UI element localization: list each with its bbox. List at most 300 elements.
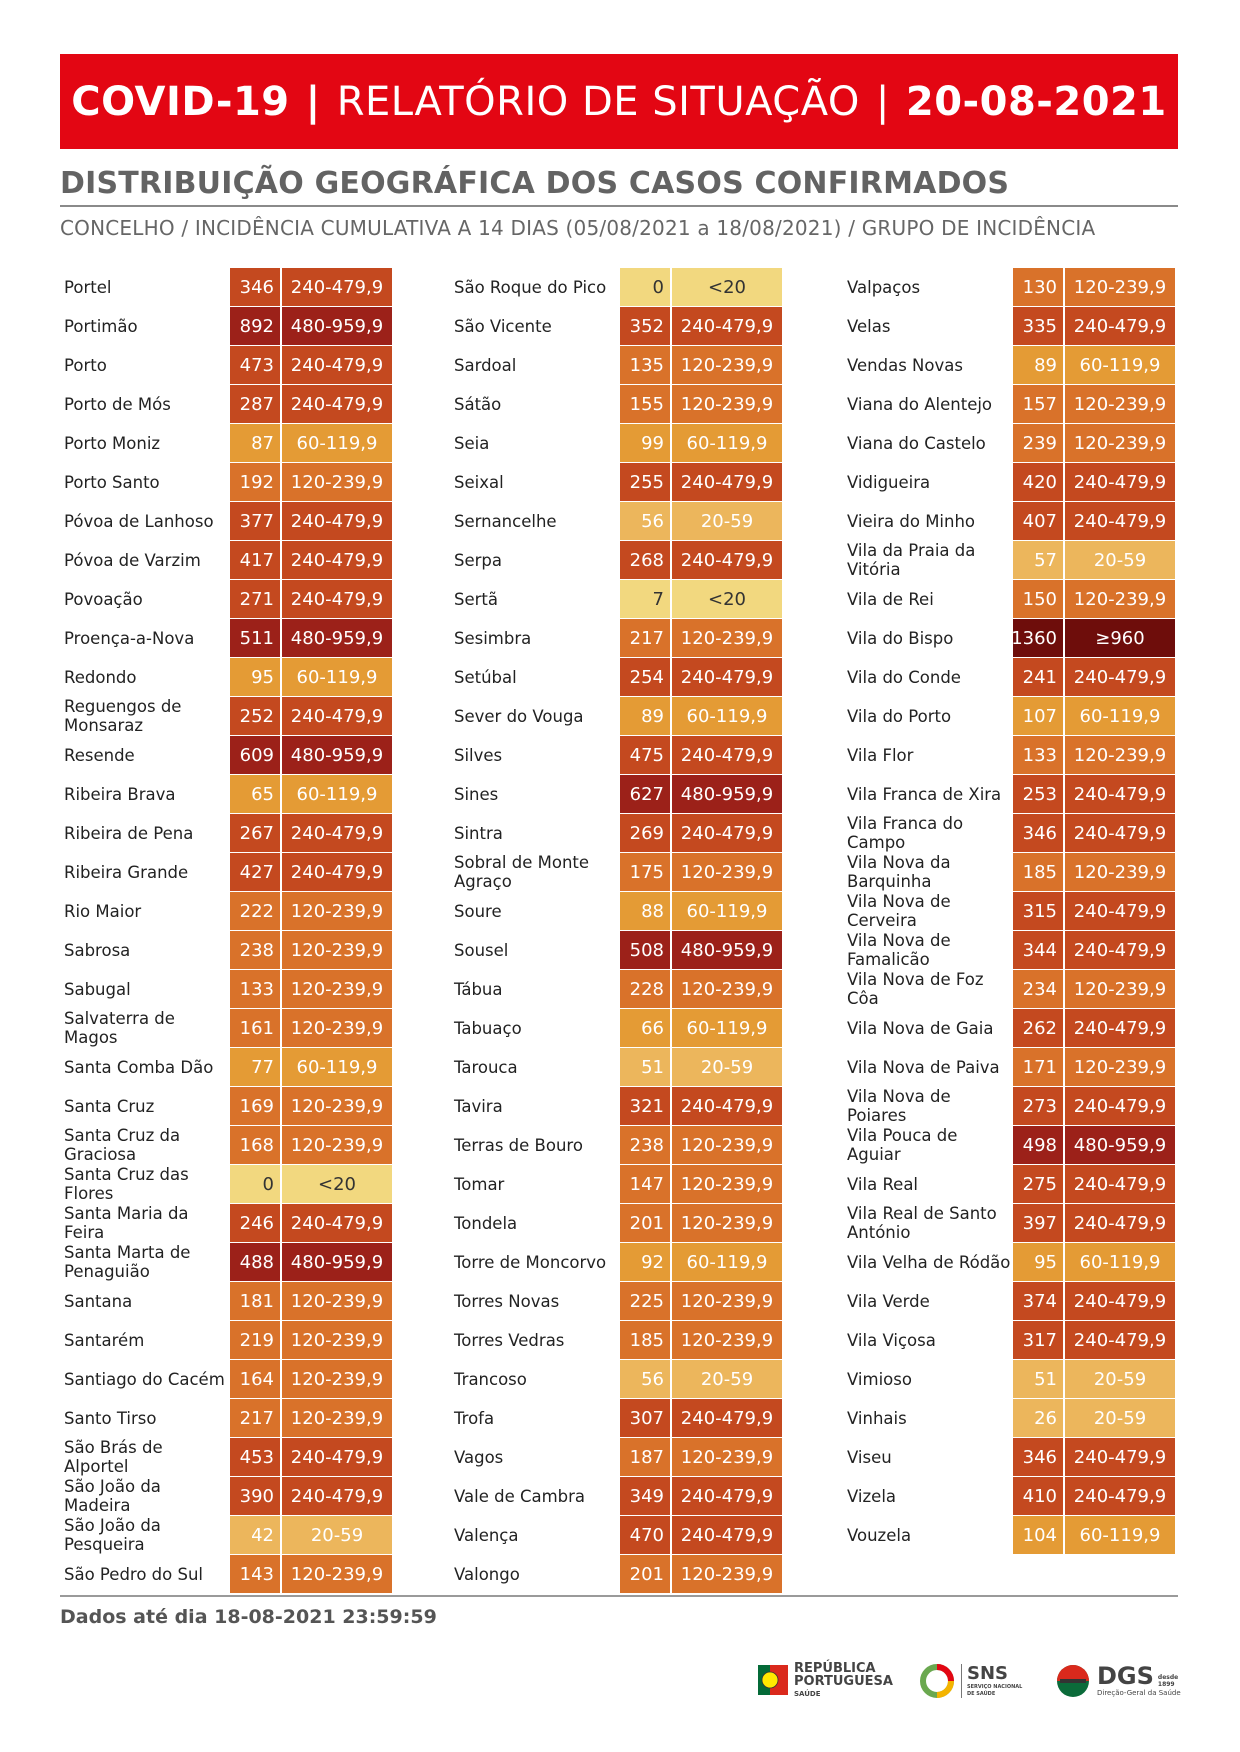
republica-portuguesa-logo (758, 1660, 893, 1702)
incidence-value: 192 (230, 463, 282, 501)
table-row (843, 970, 1179, 1009)
municipality-name: Viana do Castelo (847, 433, 986, 453)
municipality-name: Sardoal (454, 355, 517, 375)
incidence-value: 175 (620, 853, 672, 891)
incidence-group: 60-119,9 (282, 775, 392, 813)
table-row (60, 814, 396, 853)
incidence-value: 315 (1013, 892, 1065, 930)
table-row (843, 1204, 1179, 1243)
table-row (450, 619, 786, 658)
incidence-group: 120-239,9 (1065, 970, 1175, 1008)
incidence-group: 240-479,9 (282, 502, 392, 540)
municipality-name: Santiago do Cacém (64, 1369, 225, 1389)
incidence-value: 99 (620, 424, 672, 462)
incidence-group: 120-239,9 (282, 931, 392, 969)
incidence-value: 417 (230, 541, 282, 579)
incidence-group: 120-239,9 (672, 1555, 782, 1593)
incidence-value: 346 (230, 268, 282, 306)
municipality-name: Vila do Porto (847, 706, 952, 726)
incidence-group: 240-479,9 (1065, 658, 1175, 696)
table-row (843, 541, 1179, 580)
table-row (60, 775, 396, 814)
incidence-value: 470 (620, 1516, 672, 1554)
incidence-group: 120-239,9 (282, 1321, 392, 1359)
incidence-value: 89 (1013, 346, 1065, 384)
table-row (843, 1009, 1179, 1048)
incidence-group: 240-479,9 (1065, 1477, 1175, 1515)
municipality-name: Salvaterra de Magos (64, 1009, 175, 1047)
data-timestamp-note: Dados até dia 18-08-2021 23:59:59 (60, 1606, 437, 1628)
table-row (60, 346, 396, 385)
incidence-group: 240-479,9 (1065, 1087, 1175, 1125)
incidence-group: 240-479,9 (1065, 1009, 1175, 1047)
incidence-group: 240-479,9 (282, 1438, 392, 1476)
municipality-name: Porto (64, 355, 107, 375)
incidence-value: 87 (230, 424, 282, 462)
incidence-group: 60-119,9 (282, 658, 392, 696)
incidence-value: 344 (1013, 931, 1065, 969)
incidence-value: 273 (1013, 1087, 1065, 1125)
municipality-name: Santo Tirso (64, 1408, 157, 1428)
dgs-logo (1054, 1660, 1181, 1702)
banner-covid: COVID-19 (71, 78, 290, 125)
sns-text: SNS (967, 1663, 1008, 1684)
municipality-name: Vila Nova de Cerveira (847, 892, 951, 930)
table-column-3 (843, 268, 1179, 1555)
table-row (450, 463, 786, 502)
incidence-value: 7 (620, 580, 672, 618)
incidence-group: 120-239,9 (282, 1282, 392, 1320)
incidence-value: 377 (230, 502, 282, 540)
incidence-group: 60-119,9 (1065, 1243, 1175, 1281)
table-row (843, 697, 1179, 736)
table-row (843, 853, 1179, 892)
incidence-value: 252 (230, 697, 282, 735)
incidence-group: 240-479,9 (1065, 463, 1175, 501)
table-row (60, 853, 396, 892)
incidence-value: 135 (620, 346, 672, 384)
table-row (60, 502, 396, 541)
incidence-group: 240-479,9 (1065, 1204, 1175, 1242)
incidence-group: 60-119,9 (282, 424, 392, 462)
municipality-name: Ribeira de Pena (64, 823, 194, 843)
incidence-group: 240-479,9 (282, 853, 392, 891)
incidence-value: 473 (230, 346, 282, 384)
incidence-value: 201 (620, 1555, 672, 1593)
table-row (450, 1555, 786, 1594)
municipality-name: Vila Nova de Poiares (847, 1087, 951, 1125)
incidence-value: 133 (230, 970, 282, 1008)
incidence-value: 317 (1013, 1321, 1065, 1359)
incidence-value: 185 (620, 1321, 672, 1359)
incidence-value: 453 (230, 1438, 282, 1476)
municipality-name: Vizela (847, 1486, 897, 1506)
incidence-group: ≥960 (1065, 619, 1175, 657)
table-row (60, 268, 396, 307)
incidence-value: 95 (1013, 1243, 1065, 1281)
incidence-value: 269 (620, 814, 672, 852)
incidence-value: 335 (1013, 307, 1065, 345)
municipality-name: Rio Maior (64, 901, 142, 921)
table-row (450, 1399, 786, 1438)
footer-divider (60, 1595, 1178, 1597)
incidence-group: 480-959,9 (282, 1243, 392, 1281)
table-row (843, 385, 1179, 424)
municipality-name: Vieira do Minho (847, 511, 976, 531)
incidence-value: 346 (1013, 814, 1065, 852)
incidence-group: 240-479,9 (672, 1516, 782, 1554)
section-title: DISTRIBUIÇÃO GEOGRÁFICA DOS CASOS CONFIRMADOS (60, 166, 1178, 207)
incidence-group: 480-959,9 (282, 736, 392, 774)
municipality-name: Vila do Conde (847, 667, 961, 687)
municipality-name: Vila Verde (847, 1291, 930, 1311)
incidence-value: 95 (230, 658, 282, 696)
incidence-value: 427 (230, 853, 282, 891)
table-row (60, 1516, 396, 1555)
incidence-value: 225 (620, 1282, 672, 1320)
incidence-value: 238 (620, 1126, 672, 1164)
incidence-group: 240-479,9 (282, 1477, 392, 1515)
incidence-group: 120-239,9 (672, 853, 782, 891)
incidence-value: 65 (230, 775, 282, 813)
incidence-value: 255 (620, 463, 672, 501)
table-row (450, 346, 786, 385)
incidence-group: 240-479,9 (1065, 931, 1175, 969)
table-row (450, 1009, 786, 1048)
incidence-value: 1360 (1013, 619, 1065, 657)
municipality-name: Vila Pouca de Aguiar (847, 1126, 958, 1164)
table-row (843, 424, 1179, 463)
incidence-group: 240-479,9 (672, 736, 782, 774)
municipality-name: Porto Moniz (64, 433, 161, 453)
incidence-group: 60-119,9 (1065, 697, 1175, 735)
table-row (843, 1087, 1179, 1126)
municipality-name: Tabuaço (454, 1018, 522, 1038)
table-row (450, 1282, 786, 1321)
table-row (450, 1048, 786, 1087)
municipality-name: Porto de Mós (64, 394, 171, 414)
incidence-group: 240-479,9 (1065, 1438, 1175, 1476)
banner-date: 20-08-2021 (905, 78, 1167, 125)
municipality-name: Vila Nova de Gaia (847, 1018, 994, 1038)
report-banner: COVID-19 | RELATÓRIO DE SITUAÇÃO | 20-08-2021 (60, 54, 1178, 149)
incidence-value: 66 (620, 1009, 672, 1047)
municipality-name: Vila Franca do Campo (847, 814, 964, 852)
incidence-group: 120-239,9 (282, 892, 392, 930)
table-row (843, 658, 1179, 697)
table-row (60, 1009, 396, 1048)
table-row (450, 268, 786, 307)
incidence-value: 262 (1013, 1009, 1065, 1047)
incidence-value: 181 (230, 1282, 282, 1320)
table-row (843, 1048, 1179, 1087)
incidence-group: 120-239,9 (282, 1087, 392, 1125)
sns-logo (918, 1660, 1027, 1702)
logo1-line1: REPÚBLICA (794, 1660, 876, 1676)
municipality-name: Santa Maria da Feira (64, 1204, 189, 1242)
table-row (843, 1477, 1179, 1516)
municipality-name: Torre de Moncorvo (454, 1252, 607, 1272)
incidence-group: 240-479,9 (672, 1477, 782, 1515)
incidence-value: 42 (230, 1516, 282, 1554)
incidence-group: 240-479,9 (282, 814, 392, 852)
incidence-group: 20-59 (672, 1360, 782, 1398)
municipality-name: Santa Cruz das Flores (64, 1165, 189, 1203)
table-row (450, 931, 786, 970)
municipality-name: Silves (454, 745, 503, 765)
dgs-emblem-icon (1054, 1662, 1092, 1700)
municipality-name: Vila da Praia da Vitória (847, 541, 976, 579)
incidence-group: 240-479,9 (672, 1399, 782, 1437)
incidence-value: 222 (230, 892, 282, 930)
municipality-name: Serpa (454, 550, 502, 570)
municipality-name: Sertã (454, 589, 498, 609)
table-row (60, 1321, 396, 1360)
incidence-value: 201 (620, 1204, 672, 1242)
dgs-since: desde 1899 (1157, 1674, 1179, 1688)
municipality-name: São Brás de Alportel (64, 1438, 163, 1476)
incidence-value: 238 (230, 931, 282, 969)
incidence-group: 60-119,9 (672, 424, 782, 462)
municipality-name: Santarém (64, 1330, 145, 1350)
incidence-value: 92 (620, 1243, 672, 1281)
incidence-group: 120-239,9 (282, 1126, 392, 1164)
incidence-group: 240-479,9 (672, 541, 782, 579)
table-row (843, 619, 1179, 658)
municipality-name: Vinhais (847, 1408, 907, 1428)
table-row (60, 1438, 396, 1477)
table-row (450, 385, 786, 424)
incidence-value: 185 (1013, 853, 1065, 891)
incidence-group: 120-239,9 (282, 1555, 392, 1593)
municipality-name: Valongo (454, 1564, 520, 1584)
incidence-value: 56 (620, 502, 672, 540)
table-row (843, 463, 1179, 502)
municipality-name: Vila do Bispo (847, 628, 954, 648)
incidence-value: 51 (620, 1048, 672, 1086)
logo1-line2: PORTUGUESA (794, 1673, 893, 1689)
incidence-value: 89 (620, 697, 672, 735)
incidence-value: 511 (230, 619, 282, 657)
municipality-name: Torres Novas (454, 1291, 560, 1311)
municipality-name: Redondo (64, 667, 137, 687)
incidence-value: 88 (620, 892, 672, 930)
table-row (60, 1048, 396, 1087)
incidence-value: 352 (620, 307, 672, 345)
incidence-value: 627 (620, 775, 672, 813)
logo1-line3: SAÚDE (794, 1689, 821, 1698)
municipality-name: Sesimbra (454, 628, 532, 648)
table-row (843, 307, 1179, 346)
table-row (60, 697, 396, 736)
incidence-group: 120-239,9 (282, 970, 392, 1008)
municipality-name: Ribeira Brava (64, 784, 176, 804)
incidence-group: 120-239,9 (1065, 268, 1175, 306)
table-row (450, 1438, 786, 1477)
table-row (450, 424, 786, 463)
table-column-2 (450, 268, 786, 1594)
incidence-group: 120-239,9 (1065, 580, 1175, 618)
sns-ring-icon (918, 1662, 956, 1700)
table-row (450, 541, 786, 580)
incidence-value: 498 (1013, 1126, 1065, 1164)
incidence-group: 120-239,9 (672, 385, 782, 423)
municipality-name: Sintra (454, 823, 503, 843)
table-row (60, 1243, 396, 1282)
incidence-group: 480-959,9 (282, 307, 392, 345)
incidence-group: 60-119,9 (672, 892, 782, 930)
incidence-value: 234 (1013, 970, 1065, 1008)
municipality-name: Sátão (454, 394, 502, 414)
incidence-group: 20-59 (672, 502, 782, 540)
incidence-group: 120-239,9 (672, 970, 782, 1008)
coat-of-arms-icon (758, 1663, 788, 1699)
table-row (450, 1477, 786, 1516)
municipality-name: Vila Franca de Xira (847, 784, 1002, 804)
table-row (60, 658, 396, 697)
incidence-value: 155 (620, 385, 672, 423)
table-row (60, 1126, 396, 1165)
table-row (843, 814, 1179, 853)
table-row (60, 1204, 396, 1243)
incidence-group: 120-239,9 (672, 1321, 782, 1359)
incidence-group: 240-479,9 (1065, 307, 1175, 345)
dgs-text: DGS (1097, 1662, 1154, 1690)
incidence-value: 410 (1013, 1477, 1065, 1515)
incidence-value: 157 (1013, 385, 1065, 423)
municipality-name: Sabugal (64, 979, 131, 999)
municipality-name: Vila Viçosa (847, 1330, 936, 1350)
incidence-value: 374 (1013, 1282, 1065, 1320)
incidence-value: 239 (1013, 424, 1065, 462)
banner-report-title: RELATÓRIO DE SITUAÇÃO (336, 78, 860, 125)
incidence-value: 56 (620, 1360, 672, 1398)
municipality-name: Valpaços (847, 277, 921, 297)
municipality-name: São Pedro do Sul (64, 1564, 204, 1584)
incidence-group: <20 (672, 580, 782, 618)
incidence-group: 120-239,9 (282, 1399, 392, 1437)
municipality-name: Vila Nova da Barquinha (847, 853, 951, 891)
table-row (450, 697, 786, 736)
municipality-name: Trancoso (454, 1369, 527, 1389)
table-row (60, 385, 396, 424)
table-row (843, 1321, 1179, 1360)
incidence-value: 57 (1013, 541, 1065, 579)
table-row (60, 424, 396, 463)
incidence-value: 171 (1013, 1048, 1065, 1086)
municipality-name: Seia (454, 433, 490, 453)
incidence-group: 120-239,9 (672, 1126, 782, 1164)
table-row (60, 1087, 396, 1126)
table-row (450, 970, 786, 1009)
table-row (60, 307, 396, 346)
incidence-value: 219 (230, 1321, 282, 1359)
incidence-value: 169 (230, 1087, 282, 1125)
incidence-group: 20-59 (282, 1516, 392, 1554)
municipality-name: Vimioso (847, 1369, 912, 1389)
municipality-name: São Roque do Pico (454, 277, 607, 297)
incidence-value: 241 (1013, 658, 1065, 696)
table-row (60, 463, 396, 502)
table-row (450, 1087, 786, 1126)
municipality-name: Vila de Rei (847, 589, 934, 609)
incidence-value: 133 (1013, 736, 1065, 774)
municipality-name: Santa Comba Dão (64, 1057, 214, 1077)
incidence-value: 321 (620, 1087, 672, 1125)
incidence-group: 240-479,9 (1065, 502, 1175, 540)
table-row (60, 931, 396, 970)
incidence-group: <20 (282, 1165, 392, 1203)
table-row (450, 1321, 786, 1360)
municipality-name: Ribeira Grande (64, 862, 189, 882)
incidence-group: 240-479,9 (282, 268, 392, 306)
table-row (843, 1399, 1179, 1438)
municipality-name: Resende (64, 745, 135, 765)
municipality-name: São Vicente (454, 316, 552, 336)
incidence-group: 240-479,9 (1065, 775, 1175, 813)
municipality-name: Santa Cruz (64, 1096, 155, 1116)
municipality-name: Santana (64, 1291, 133, 1311)
incidence-group: 480-959,9 (672, 931, 782, 969)
incidence-group: 20-59 (1065, 541, 1175, 579)
incidence-value: 475 (620, 736, 672, 774)
incidence-value: 217 (230, 1399, 282, 1437)
incidence-group: 240-479,9 (282, 697, 392, 735)
incidence-group: 240-479,9 (672, 307, 782, 345)
table-row (60, 892, 396, 931)
municipality-name: Viana do Alentejo (847, 394, 993, 414)
incidence-group: <20 (672, 268, 782, 306)
table-row (60, 580, 396, 619)
incidence-group: 240-479,9 (282, 541, 392, 579)
incidence-value: 147 (620, 1165, 672, 1203)
incidence-group: 120-239,9 (672, 346, 782, 384)
incidence-group: 120-239,9 (1065, 853, 1175, 891)
municipality-name: Tondela (454, 1213, 518, 1233)
incidence-value: 228 (620, 970, 672, 1008)
municipality-name: Soure (454, 901, 502, 921)
incidence-value: 508 (620, 931, 672, 969)
incidence-value: 51 (1013, 1360, 1065, 1398)
incidence-group: 480-959,9 (282, 619, 392, 657)
table-row (450, 658, 786, 697)
incidence-value: 217 (620, 619, 672, 657)
incidence-group: 240-479,9 (1065, 1321, 1175, 1359)
incidence-group: 480-959,9 (672, 775, 782, 813)
incidence-value: 268 (620, 541, 672, 579)
incidence-value: 307 (620, 1399, 672, 1437)
municipality-name: Povoação (64, 589, 143, 609)
incidence-value: 609 (230, 736, 282, 774)
incidence-value: 0 (620, 268, 672, 306)
table-row (450, 892, 786, 931)
table-row (60, 1165, 396, 1204)
municipality-name: Vila Real (847, 1174, 919, 1194)
incidence-group: 240-479,9 (1065, 1165, 1175, 1203)
incidence-group: 120-239,9 (672, 619, 782, 657)
incidence-value: 892 (230, 307, 282, 345)
municipality-name: Torres Vedras (454, 1330, 565, 1350)
table-row (450, 814, 786, 853)
incidence-group: 60-119,9 (282, 1048, 392, 1086)
sns-subtext: SERVIÇO NACIONAL DE SAÚDE (967, 1684, 1023, 1697)
incidence-value: 168 (230, 1126, 282, 1164)
incidence-group: 20-59 (1065, 1360, 1175, 1398)
incidence-value: 104 (1013, 1516, 1065, 1554)
table-row (843, 1243, 1179, 1282)
incidence-group: 60-119,9 (672, 1243, 782, 1281)
municipality-name: Sines (454, 784, 499, 804)
